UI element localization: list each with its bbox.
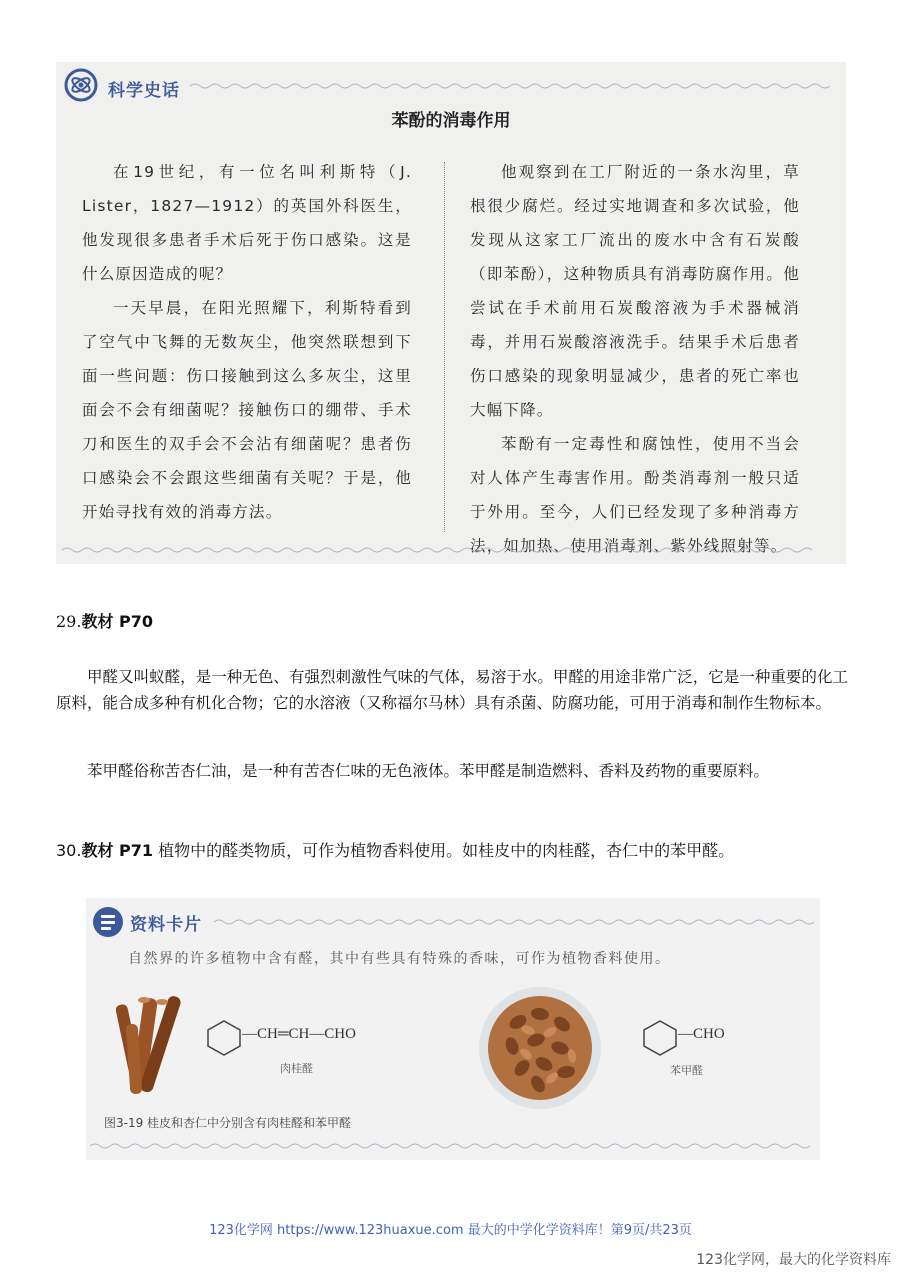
paragraph-formaldehyde: 甲醛又叫蚁醛，是一种无色、有强烈刺激性气味的气体，易溶于水。甲醛的用途非常广泛，它是一种重要的化工原料，能合成多种有机化合物；它的水溶液（又称福尔马林）具有杀菌、防腐功能，可用于消毒和制作生物标本。 [56,668,848,712]
wavy-divider [190,82,840,90]
science-history-box [56,62,846,564]
figure-caption: 图3-19 桂皮和杏仁中分别含有肉桂醛和苯甲醛 [104,1116,352,1130]
site-watermark: 123化学网，最大的化学资料库 [696,1252,891,1268]
benzene-ring-icon [640,1018,680,1058]
history-paragraph: 一天早晨，在阳光照耀下，利斯特看到了空气中飞舞的无数灰尘，他突然联想到下面一些问题：伤口接触到这么多灰尘，这里面会不会有细菌呢？接触伤口的绷带、手术刀和医生的双手会不会沾有细菌呢？患者伤口感染会不会跟这些细菌有关呢？于是，他开始寻找有效的消毒方法。 [82,299,412,521]
history-right-column [470,155,800,563]
history-paragraph: 苯酚有一定毒性和腐蚀性，使用不当会对人体产生毒害作用。酚类消毒剂一般只适于外用。至今，人们已经发现了多种消毒方法，如加热、使用消毒剂、紫外线照射等。 [470,435,800,555]
history-left-column [82,155,412,529]
cinnamaldehyde-formula: —CH═CH—CHO [242,1026,356,1042]
benzaldehyde-label: 苯甲醛 [670,1064,703,1077]
benzaldehyde-formula: —CHO [678,1026,725,1042]
almonds-bowl-image [478,986,602,1110]
history-tag: 科学史话 [108,81,180,101]
section-text: 植物中的醛类物质，可作为植物香料使用。如桂皮中的肉桂醛，杏仁中的苯甲醛。 [153,841,735,860]
document-icon [92,906,124,938]
card-intro: 自然界的许多植物中含有醛，其中有些具有特殊的香味，可作为植物香料使用。 [128,951,671,967]
card-tag: 资料卡片 [130,915,202,935]
page-footer: 123化学网 https://www.123huaxue.com 最大的中学化学资料库！第9页/共23页 [209,1223,692,1238]
section-number: 30. [56,841,82,860]
benzene-ring-icon [204,1018,244,1058]
paragraph-benzaldehyde: 苯甲醛俗称苦杏仁油，是一种有苦杏仁味的无色液体。苯甲醛是制造燃料、香料及药物的重要原料。 [87,762,770,780]
section-label: 教材 P71 [81,841,154,860]
wavy-divider [90,1142,816,1150]
cinnamaldehyde-label: 肉桂醛 [280,1062,313,1075]
history-paragraph: 他观察到在工厂附近的一条水沟里，草根很少腐烂。经过实地调查和多次试验，他发现从这家工厂流出的废水中含有石炭酸（即苯酚），这种物质具有消毒防腐作用。他尝试在手术前用石炭酸溶液为手术器械消毒，并用石炭酸溶液洗手。结果手术后患者伤口感染的现象明显减少，患者的死亡率也大幅下降。 [470,163,800,419]
section-30-heading [56,838,734,861]
history-title: 苯酚的消毒作用 [391,111,511,131]
atom-icon [64,68,98,102]
cinnamon-sticks-image [116,994,186,1104]
history-paragraph: 在19世纪，有一位名叫利斯特（J. Lister，1827—1912）的英国外科医生，他发现很多患者手术后死于伤口感染。这是什么原因造成的呢？ [82,163,412,283]
column-divider [444,162,445,532]
wavy-divider [62,546,840,554]
section-29-heading [56,609,153,632]
section-number: 29. [56,612,82,631]
history-header [64,68,844,108]
wavy-divider [214,918,814,926]
material-card [86,898,820,1160]
section-label: 教材 P70 [81,612,154,631]
